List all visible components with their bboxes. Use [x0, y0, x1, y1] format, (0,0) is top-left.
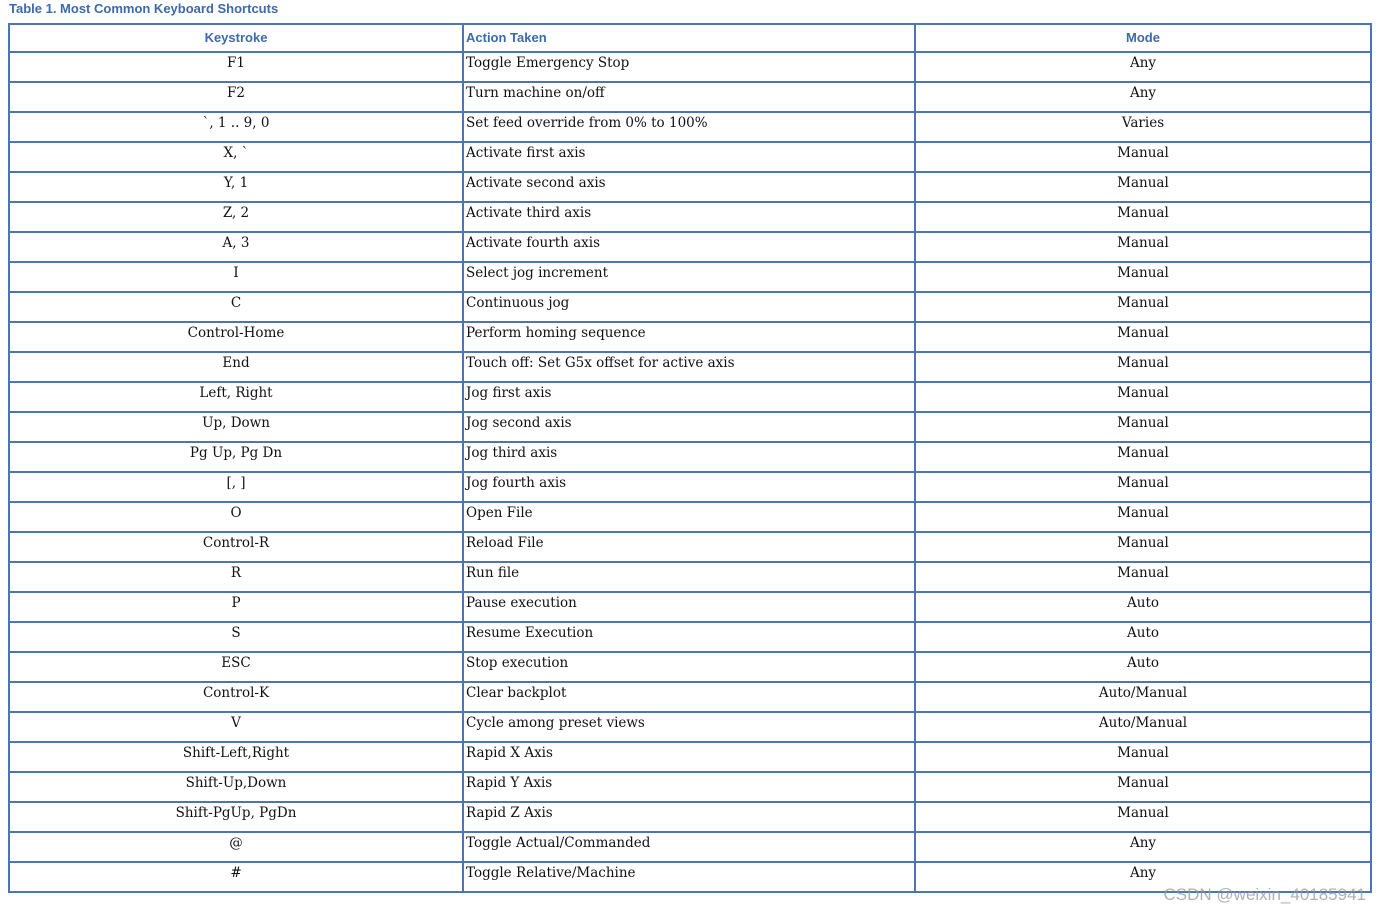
cell-keystroke: V: [9, 712, 463, 742]
cell-keystroke: F2: [9, 82, 463, 112]
cell-mode: Manual: [915, 772, 1371, 802]
cell-keystroke: P: [9, 592, 463, 622]
table-row: [9, 322, 1371, 352]
table-row: [9, 472, 1371, 502]
cell-action: Rapid Y Axis: [463, 772, 915, 802]
cell-mode: Manual: [915, 262, 1371, 292]
cell-mode: Manual: [915, 472, 1371, 502]
table-row: [9, 232, 1371, 262]
cell-keystroke: Y, 1: [9, 172, 463, 202]
cell-mode: Manual: [915, 142, 1371, 172]
cell-mode: Any: [915, 52, 1371, 82]
cell-keystroke: Pg Up, Pg Dn: [9, 442, 463, 472]
cell-keystroke: @: [9, 832, 463, 862]
cell-mode: Auto/Manual: [915, 712, 1371, 742]
cell-action: Turn machine on/off: [463, 82, 915, 112]
cell-keystroke: S: [9, 622, 463, 652]
cell-action: Rapid X Axis: [463, 742, 915, 772]
table-caption: Table 1. Most Common Keyboard Shortcuts: [9, 1, 279, 16]
header-action-taken: Action Taken: [463, 24, 915, 52]
header-mode: Mode: [915, 24, 1371, 52]
table-row: [9, 652, 1371, 682]
cell-keystroke: I: [9, 262, 463, 292]
cell-keystroke: O: [9, 502, 463, 532]
table-row: [9, 562, 1371, 592]
cell-mode: Auto: [915, 592, 1371, 622]
cell-keystroke: X, `: [9, 142, 463, 172]
table-row: [9, 202, 1371, 232]
table-row: [9, 382, 1371, 412]
cell-action: Touch off: Set G5x offset for active axis: [463, 352, 915, 382]
cell-mode: Manual: [915, 202, 1371, 232]
cell-action: Jog second axis: [463, 412, 915, 442]
cell-mode: Manual: [915, 292, 1371, 322]
cell-mode: Any: [915, 82, 1371, 112]
cell-mode: Manual: [915, 382, 1371, 412]
cell-keystroke: A, 3: [9, 232, 463, 262]
header-keystroke: Keystroke: [9, 24, 463, 52]
cell-action: Set feed override from 0% to 100%: [463, 112, 915, 142]
cell-mode: Auto: [915, 652, 1371, 682]
table-row: [9, 742, 1371, 772]
table-row: [9, 112, 1371, 142]
cell-mode: Manual: [915, 322, 1371, 352]
cell-action: Activate first axis: [463, 142, 915, 172]
cell-action: Rapid Z Axis: [463, 802, 915, 832]
cell-action: Stop execution: [463, 652, 915, 682]
table-row: [9, 862, 1371, 892]
cell-keystroke: [, ]: [9, 472, 463, 502]
cell-mode: Manual: [915, 172, 1371, 202]
cell-keystroke: End: [9, 352, 463, 382]
table-body: [9, 52, 1371, 892]
cell-mode: Manual: [915, 742, 1371, 772]
table-row: [9, 532, 1371, 562]
cell-keystroke: R: [9, 562, 463, 592]
cell-keystroke: F1: [9, 52, 463, 82]
table-row: [9, 52, 1371, 82]
table-row: [9, 502, 1371, 532]
cell-mode: Any: [915, 862, 1371, 892]
cell-mode: Manual: [915, 562, 1371, 592]
table-row: [9, 142, 1371, 172]
cell-mode: Manual: [915, 802, 1371, 832]
cell-keystroke: `, 1 .. 9, 0: [9, 112, 463, 142]
cell-action: Jog third axis: [463, 442, 915, 472]
cell-action: Run file: [463, 562, 915, 592]
cell-action: Activate second axis: [463, 172, 915, 202]
table-row: [9, 292, 1371, 322]
cell-mode: Manual: [915, 532, 1371, 562]
cell-action: Select jog increment: [463, 262, 915, 292]
cell-keystroke: Control-Home: [9, 322, 463, 352]
cell-action: Toggle Emergency Stop: [463, 52, 915, 82]
cell-mode: Varies: [915, 112, 1371, 142]
keyboard-shortcuts-table: [8, 23, 1372, 893]
cell-action: Toggle Actual/Commanded: [463, 832, 915, 862]
cell-action: Cycle among preset views: [463, 712, 915, 742]
cell-action: Resume Execution: [463, 622, 915, 652]
cell-keystroke: Control-K: [9, 682, 463, 712]
cell-action: Clear backplot: [463, 682, 915, 712]
cell-keystroke: Left, Right: [9, 382, 463, 412]
cell-mode: Manual: [915, 442, 1371, 472]
cell-action: Activate third axis: [463, 202, 915, 232]
cell-mode: Manual: [915, 502, 1371, 532]
table-row: [9, 712, 1371, 742]
cell-keystroke: Shift-Up,Down: [9, 772, 463, 802]
cell-action: Open File: [463, 502, 915, 532]
table-row: [9, 412, 1371, 442]
table-row: [9, 592, 1371, 622]
table-row: [9, 262, 1371, 292]
table-row: [9, 622, 1371, 652]
cell-keystroke: #: [9, 862, 463, 892]
table-row: [9, 442, 1371, 472]
table-row: [9, 682, 1371, 712]
cell-mode: Auto: [915, 622, 1371, 652]
cell-action: Reload File: [463, 532, 915, 562]
cell-action: Activate fourth axis: [463, 232, 915, 262]
table-header-row: [9, 24, 1371, 52]
cell-mode: Manual: [915, 352, 1371, 382]
cell-action: Toggle Relative/Machine: [463, 862, 915, 892]
cell-keystroke: Z, 2: [9, 202, 463, 232]
cell-keystroke: Shift-PgUp, PgDn: [9, 802, 463, 832]
cell-keystroke: Control-R: [9, 532, 463, 562]
table-row: [9, 802, 1371, 832]
cell-keystroke: ESC: [9, 652, 463, 682]
cell-mode: Any: [915, 832, 1371, 862]
table-row: [9, 172, 1371, 202]
cell-action: Continuous jog: [463, 292, 915, 322]
table-row: [9, 772, 1371, 802]
cell-mode: Manual: [915, 232, 1371, 262]
table-row: [9, 832, 1371, 862]
cell-action: Jog first axis: [463, 382, 915, 412]
cell-action: Jog fourth axis: [463, 472, 915, 502]
watermark: CSDN @weixin_40185941: [1163, 885, 1366, 904]
cell-action: Pause execution: [463, 592, 915, 622]
cell-keystroke: Shift-Left,Right: [9, 742, 463, 772]
cell-mode: Manual: [915, 412, 1371, 442]
cell-mode: Auto/Manual: [915, 682, 1371, 712]
cell-keystroke: Up, Down: [9, 412, 463, 442]
cell-action: Perform homing sequence: [463, 322, 915, 352]
table-row: [9, 82, 1371, 112]
table-row: [9, 352, 1371, 382]
cell-keystroke: C: [9, 292, 463, 322]
